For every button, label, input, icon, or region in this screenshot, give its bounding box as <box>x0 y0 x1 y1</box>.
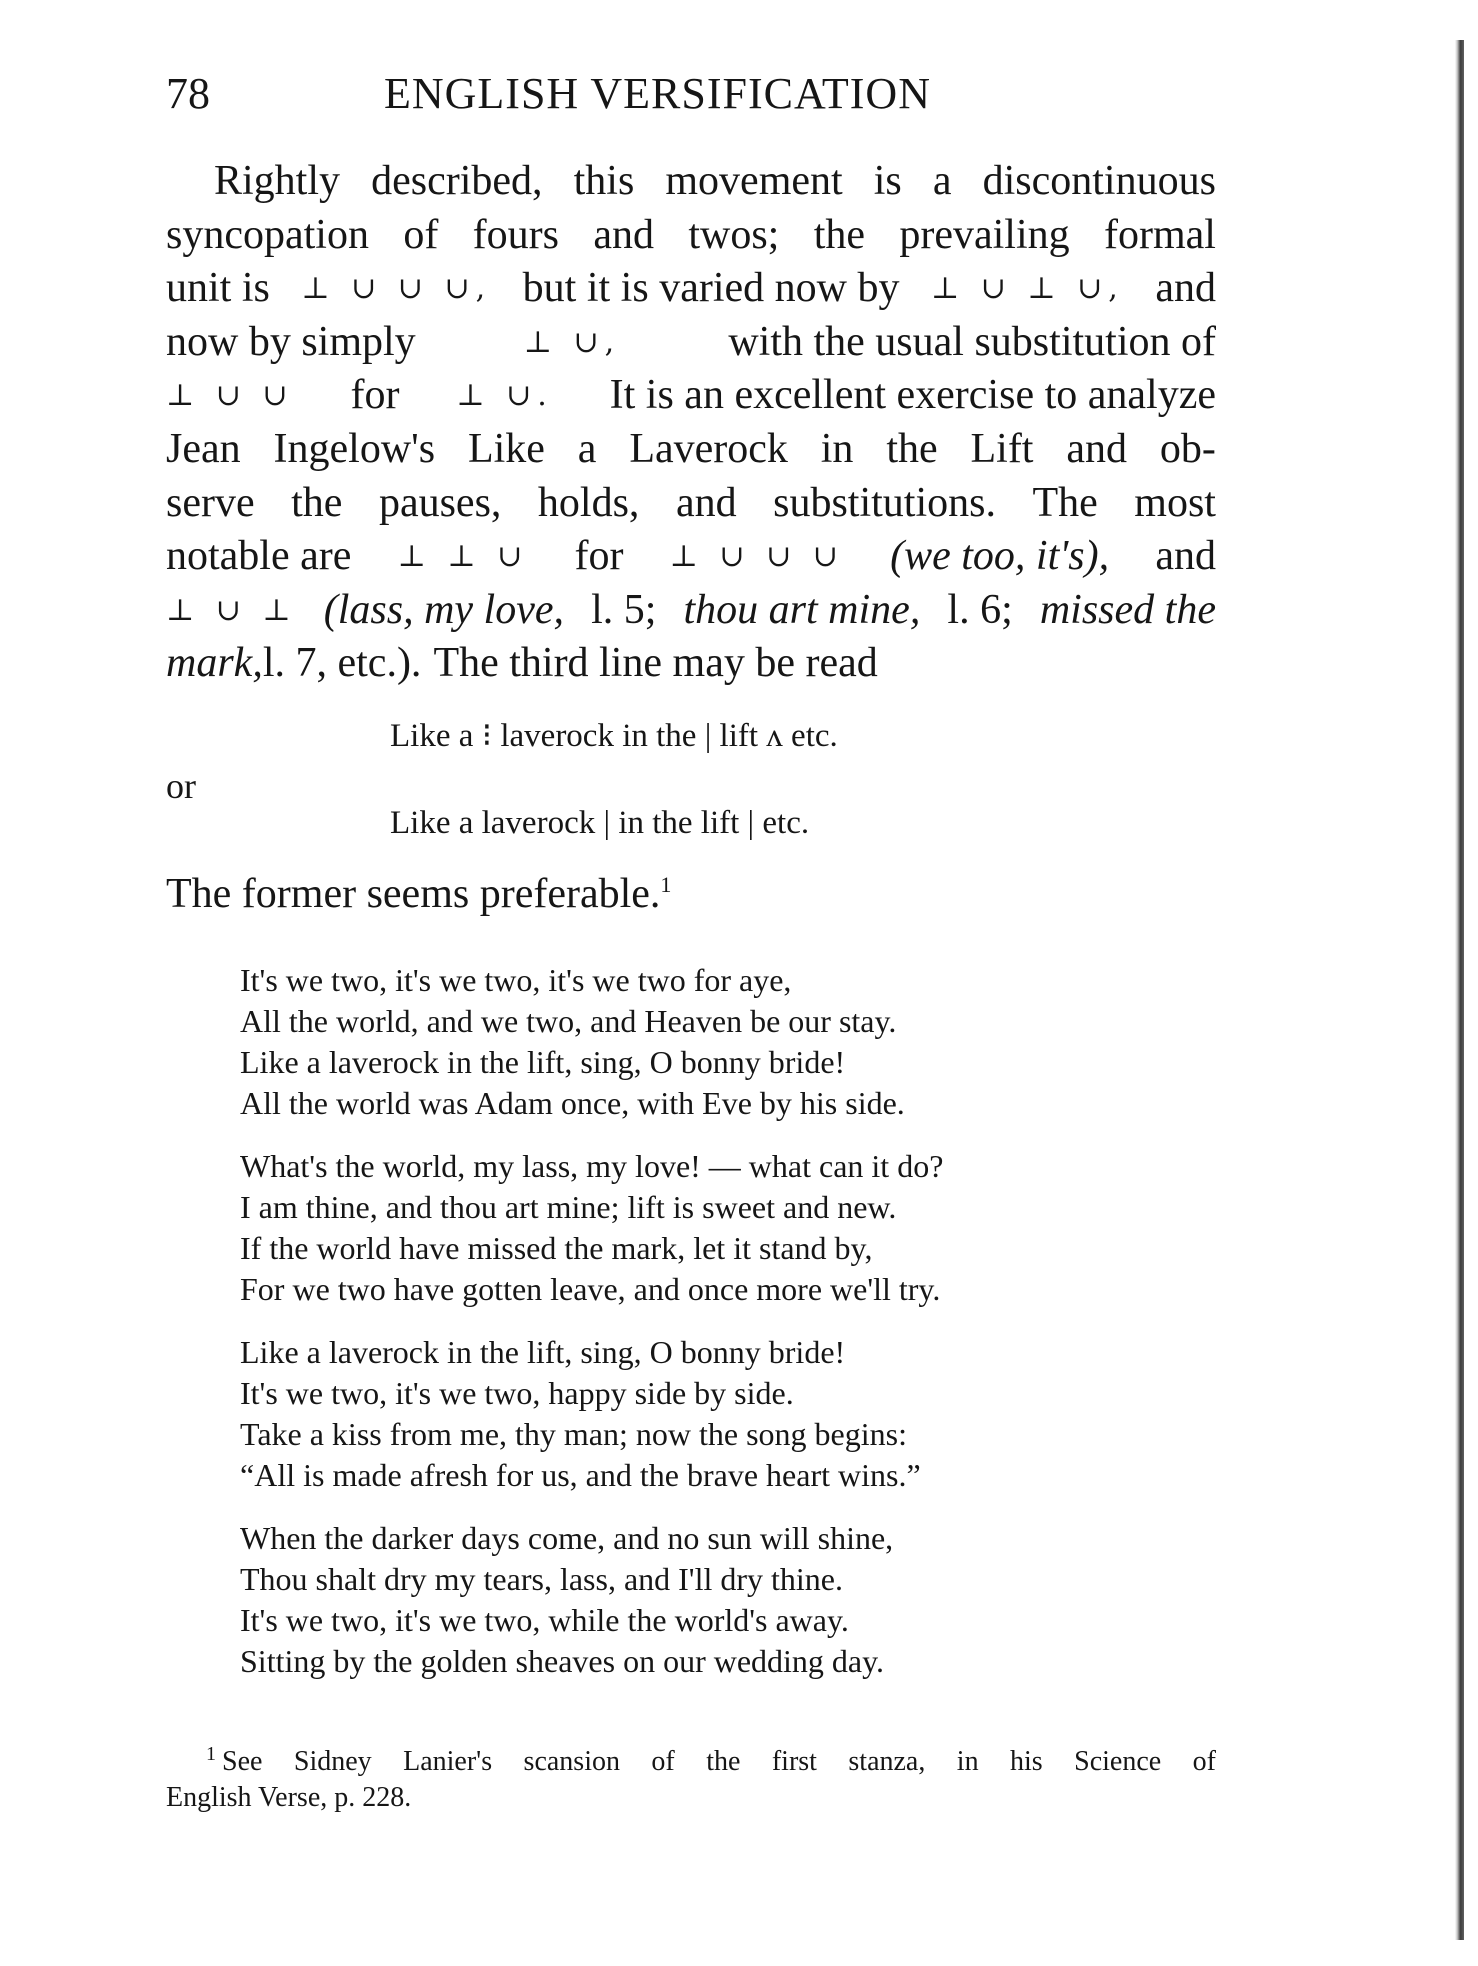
word: See <box>222 1746 263 1777</box>
word: Lanier's <box>403 1746 493 1777</box>
word: the <box>813 211 865 258</box>
poem-line: It's we two, it's we two, happy side by side. <box>240 1375 794 1411</box>
word: a <box>932 158 952 204</box>
stanza-2 <box>240 1146 943 1310</box>
word: substitutions. <box>773 479 996 526</box>
line-reference: l. 5; <box>591 586 657 633</box>
stanza-1 <box>240 960 943 1124</box>
line-reference: l. 6; <box>947 586 1013 633</box>
conclusion-sentence <box>166 870 671 918</box>
poem-line: When the darker days come, and no sun will shine, <box>240 1520 894 1556</box>
footnote-number: 1 <box>206 1742 216 1765</box>
word: fours <box>472 211 559 258</box>
prose-line-7 <box>166 477 1216 531</box>
footnote-line-1 <box>166 1744 1216 1780</box>
poem-line: Like a laverock in the lift, sing, O bonny bride! <box>240 1334 846 1370</box>
prose-line-3 <box>166 262 1216 316</box>
page-edge-shadow <box>1455 40 1464 1940</box>
poem-line: For we two have gotten leave, and once more we'll try. <box>240 1271 941 1307</box>
footnote <box>166 1744 1216 1816</box>
word: prevailing <box>899 211 1070 258</box>
poem-line: All the world, and we two, and Heaven be our stay. <box>240 1003 897 1039</box>
word: Rightly <box>214 158 341 204</box>
running-head <box>166 68 1216 128</box>
poem <box>240 960 943 1704</box>
stanza-4 <box>240 1518 943 1682</box>
metrical-notation: ⊥ ∪ ⊥ <box>166 592 297 628</box>
italic-quote: (we too, it's), <box>890 533 1110 580</box>
word: Sidney <box>293 1746 372 1777</box>
word: The <box>1032 479 1098 526</box>
text-segment: and <box>1155 265 1216 312</box>
poem-line: What's the world, my lass, my love! — what can it do? <box>240 1148 944 1184</box>
line-reference: l. 7, etc.). <box>262 640 422 687</box>
word: in <box>820 425 854 472</box>
poem-line: Thou shalt dry my tears, lass, and I'll dry thine. <box>240 1561 843 1597</box>
scansion-or: or <box>166 766 196 806</box>
italic-quote: (lass, my love, <box>323 586 564 633</box>
prose-line-1 <box>166 155 1216 209</box>
italic-quote: thou art mine, <box>683 586 921 633</box>
text-segment: now by simply <box>166 318 416 365</box>
word: the <box>886 425 938 472</box>
prose-line-8 <box>166 530 1216 584</box>
footnote-reference: 1 <box>660 872 672 897</box>
poem-line: “All is made afresh for us, and the brave heart wins.” <box>240 1457 921 1493</box>
word: Science <box>1074 1746 1162 1777</box>
word: ob- <box>1159 425 1216 472</box>
prose-line-6 <box>166 423 1216 477</box>
word: and <box>1066 425 1128 472</box>
text-segment: for <box>350 372 400 419</box>
word: of <box>403 211 439 258</box>
metrical-notation: ⊥ ∪ ∪ ∪ <box>669 539 844 575</box>
word: first <box>771 1746 817 1777</box>
prose-paragraph <box>166 155 1216 691</box>
word: pauses, <box>378 479 502 526</box>
text-segment: and <box>1155 533 1216 580</box>
conclusion-text: The former seems preferable. <box>166 871 661 917</box>
word: a <box>577 425 597 472</box>
text-segment: unit is <box>166 265 270 312</box>
italic-quote: mark, <box>166 640 263 687</box>
text-segment: The third line may be read <box>433 640 878 687</box>
running-title: ENGLISH VERSIFICATION <box>384 69 931 118</box>
word: Like <box>467 425 545 472</box>
word: is <box>873 158 902 204</box>
metrical-notation: ⊥ ⊥ ∪ <box>397 539 529 575</box>
text-segment: It is an excellent exercise to analyze <box>609 372 1216 419</box>
word: most <box>1134 479 1216 526</box>
metrical-notation: ⊥ ∪ ∪ ∪, <box>301 271 492 307</box>
word: in <box>956 1746 979 1777</box>
word: discontinuous <box>982 158 1216 204</box>
word: formal <box>1103 211 1216 258</box>
word: movement <box>665 158 843 204</box>
word: this <box>573 158 635 204</box>
word: Lift <box>970 425 1034 472</box>
page-number: 78 <box>166 69 210 118</box>
poem-line: Sitting by the golden sheaves on our wedding day. <box>240 1643 885 1679</box>
word: his <box>1010 1746 1043 1777</box>
poem-line: I am thine, and thou art mine; lift is sweet and new. <box>240 1189 897 1225</box>
metrical-notation: ⊥ ∪, <box>523 324 621 360</box>
scansion-example-2: Like a laverock | in the lift | etc. <box>390 805 810 841</box>
word: the <box>706 1746 741 1777</box>
text-segment: notable are <box>166 533 352 580</box>
word: the <box>291 479 343 526</box>
poem-line: Like a laverock in the lift, sing, O bonny bride! <box>240 1044 846 1080</box>
poem-line: It's we two, it's we two, while the world's away. <box>240 1602 849 1638</box>
metrical-notation: ⊥ ∪ ⊥ ∪, <box>930 271 1124 307</box>
stanza-3 <box>240 1332 943 1496</box>
word: holds, <box>537 479 640 526</box>
scansion-example-1: Like a ⁝ laverock in the | lift ʌ etc. <box>390 718 838 754</box>
prose-line-5 <box>166 369 1216 423</box>
word: described, <box>371 158 543 204</box>
word: Jean <box>166 425 241 472</box>
text-segment: with the usual substitution of <box>728 318 1216 365</box>
word: Laverock <box>629 425 788 472</box>
italic-quote: missed the <box>1039 586 1216 633</box>
word: and <box>675 479 737 526</box>
word: syncopation <box>166 211 369 258</box>
footnote-line-2: English Verse, p. 228. <box>166 1782 412 1813</box>
word: of <box>1192 1746 1216 1777</box>
word: serve <box>166 479 255 526</box>
prose-line-4 <box>166 316 1216 370</box>
word: twos; <box>688 211 780 258</box>
prose-line-10 <box>166 637 1216 691</box>
word: Ingelow's <box>273 425 436 472</box>
metrical-notation: ⊥ ∪. <box>456 378 553 414</box>
prose-line-2 <box>166 209 1216 263</box>
poem-line: It's we two, it's we two, it's we two for aye, <box>240 962 792 998</box>
metrical-notation: ⊥ ∪ ∪ <box>166 378 294 414</box>
text-segment: but it is varied now by <box>522 265 900 312</box>
text-segment: for <box>574 533 624 580</box>
word: scansion <box>523 1746 620 1777</box>
prose-line-9 <box>166 584 1216 638</box>
word: and <box>593 211 654 258</box>
word: stanza, <box>848 1746 926 1777</box>
poem-line: All the world was Adam once, with Eve by his side. <box>240 1085 905 1121</box>
word: of <box>651 1746 675 1777</box>
poem-line: If the world have missed the mark, let it stand by, <box>240 1230 873 1266</box>
poem-line: Take a kiss from me, thy man; now the song begins: <box>240 1416 907 1452</box>
